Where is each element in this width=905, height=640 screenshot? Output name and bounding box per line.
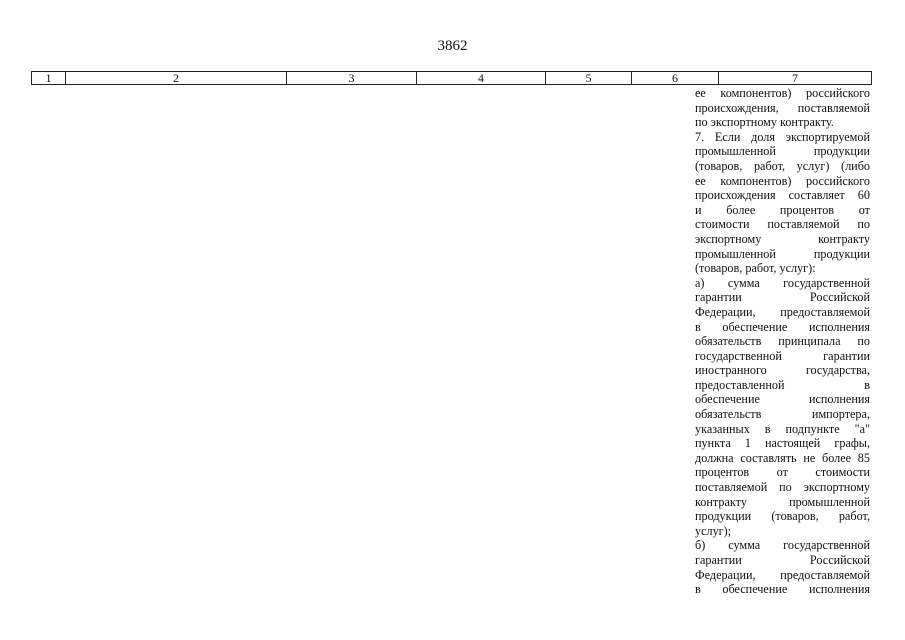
column-7-text [695,86,870,597]
text-line: (товаров, работ, услуг): [695,261,816,276]
text-line: промышленной продукции [695,246,870,261]
text-line: обязательств импортера, [695,407,870,422]
text-line: поставляемой по экспортному [695,480,870,495]
column-header-3: 3 [287,72,417,84]
text-line: по экспортному контракту. [695,115,834,130]
text-line: гарантии Российской [695,553,870,567]
text-line: происхождения, поставляемой [695,100,870,115]
text-line: пункта 1 настоящей графы, [695,436,870,451]
table-header-row [31,71,872,85]
column-header-4: 4 [417,72,546,84]
text-line: стоимости поставляемой по [695,217,870,232]
text-line: в обеспечение исполнения [695,319,870,334]
text-line: Федерации, предоставляемой [695,304,870,319]
text-line: должна составлять не более 85 [695,450,870,465]
text-line: обеспечение исполнения [695,392,870,407]
text-line: предоставленной в [695,377,870,392]
text-line: процентов от стоимости [695,465,870,480]
text-line: 7. Если доля экспортируемой [695,129,870,144]
text-line: ее компонентов) российского [695,173,870,188]
text-line: а) сумма государственной [695,275,870,290]
text-line: б) сумма государственной [695,538,870,553]
text-line: в обеспечение исполнения [695,582,870,597]
column-header-6: 6 [632,72,719,84]
text-line: промышленной продукции [695,144,870,159]
text-line: государственной гарантии [695,348,870,363]
text-line: услуг); [695,523,732,538]
text-line: ее компонентов) российского [695,86,870,100]
text-line: иностранного государства, [695,363,870,378]
column-header-7: 7 [792,71,798,85]
text-line: продукции (товаров, работ, [695,509,870,524]
column-header-5: 5 [546,72,632,84]
text-line: указанных в подпункте "а" [695,421,870,436]
text-line: контракту промышленной [695,494,870,509]
text-line: и более процентов от [695,202,870,217]
text-line: экспортному контракту [695,231,870,246]
text-line: гарантии Российской [695,290,870,305]
text-line: происхождения составляет 60 [695,188,870,203]
column-header-2: 2 [66,72,287,84]
text-line: (товаров, работ, услуг) (либо [695,158,870,173]
text-line: обязательств принципала по [695,334,870,349]
text-line: Федерации, предоставляемой [695,567,870,582]
column-header-1: 1 [32,72,66,84]
page-number: 3862 [437,38,468,54]
